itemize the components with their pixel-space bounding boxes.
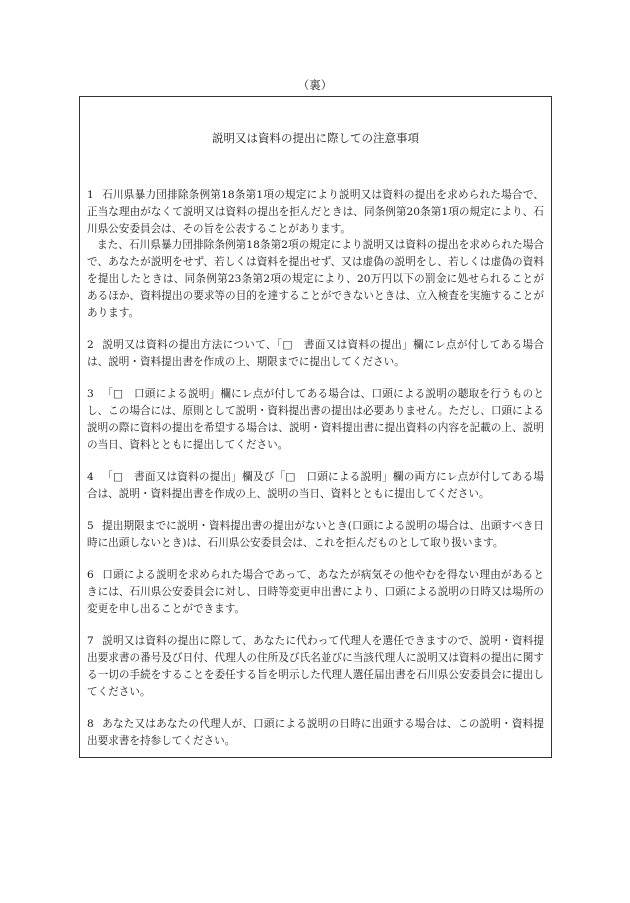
item-text: 説明又は資料の提出に際して、あなたに代わって代理人を選任できますので、説明・資料提出要求書の番号及び日付、代理人の住所及び氏名並びに当該代理人に説明又は資料の提出に関する一切の手続をすることを委任する旨を明示した代理人選任届出書を石川県公安委員会に提出してください。	[87, 635, 544, 698]
item-text: 提出期限までに説明・資料提出書の提出がないとき(口頭による説明の場合は、出頭すべき日時に出頭しないとき)は、石川県公安委員会は、これを拒んだものとして取り扱います。	[87, 520, 544, 549]
item-number: 2	[87, 338, 94, 351]
notice-item-8	[87, 716, 544, 750]
item-number: 7	[87, 635, 94, 648]
item-text: 石川県暴力団排除条例第18条第1項の規定により説明又は資料の提出を求められた場合で、正当な理由がなくて説明又は資料の提出を拒んだときは、同条例第20条第1項の規定により、石川県公安委員会は、その旨を公表することがあります。	[87, 189, 544, 235]
item-text: 「□ 書面又は資料の提出」欄及び「□ 口頭による説明」欄の両方にレ点が付してある場合は、説明・資料提出書を作成の上、説明の当日、資料とともに提出してください。	[87, 470, 544, 500]
document-title: 説明又は資料の提出に際しての注意事項	[212, 131, 419, 145]
notice-frame	[79, 96, 552, 758]
item-number: 6	[87, 569, 94, 582]
item-number: 8	[87, 718, 94, 731]
notice-item-6	[87, 567, 544, 617]
item-text: 説明又は資料の提出方法について、「□ 書面又は資料の提出」欄にレ点が付してある場合は、説明・資料提出書を作成の上、期限までに提出してください。	[87, 338, 544, 368]
item-text: あなた又はあなたの代理人が、口頭による説明の日時に出頭する場合は、この説明・資料提出要求書を持参してください。	[87, 718, 544, 747]
notice-item-1	[87, 187, 544, 321]
item-number: 3	[87, 388, 94, 401]
item-text: 「□ 口頭による説明」欄にレ点が付してある場合は、口頭による説明の聴取を行うものとし、この場合には、原則として説明・資料提出書の提出は必要ありません。ただし、口頭による説明の際に資料の提出を希望する場合は、説明・資料提出書に提出資料の内容を記載の上、説明の当日、資料とともに提出してください。	[87, 388, 544, 451]
notice-item-2	[87, 337, 544, 371]
item-number: 1	[87, 189, 94, 201]
notice-item-3	[87, 386, 544, 453]
item-text: 口頭による説明を求められた場合であって、あなたが病気その他やむを得ない理由があるときには、石川県公安委員会に対し、日時等変更申出書により、口頭による説明の日時又は場所の変更を申し出ることができます。	[87, 569, 544, 615]
notice-item-5	[87, 518, 544, 552]
item-number: 5	[87, 520, 94, 533]
notice-list	[87, 187, 544, 765]
item-number: 4	[87, 470, 94, 483]
notice-item-7	[87, 633, 544, 700]
item-text-continued: また、石川県暴力団排除条例第18条第2項の規定により説明又は資料の提出を求められた場合で、あなたが説明をせず、若しくは資料を提出せず、又は虚偽の説明をし、若しくは虚偽の資料を提出したときは、同条例第23条第2項の規定により、20万円以下の罰金に処せられることがあるほか、資料提出の要求等の目的を達することができないときは、立入検査を実施することがあります。	[87, 239, 544, 319]
page-side-label: （裏）	[297, 78, 333, 92]
notice-item-4	[87, 469, 544, 503]
